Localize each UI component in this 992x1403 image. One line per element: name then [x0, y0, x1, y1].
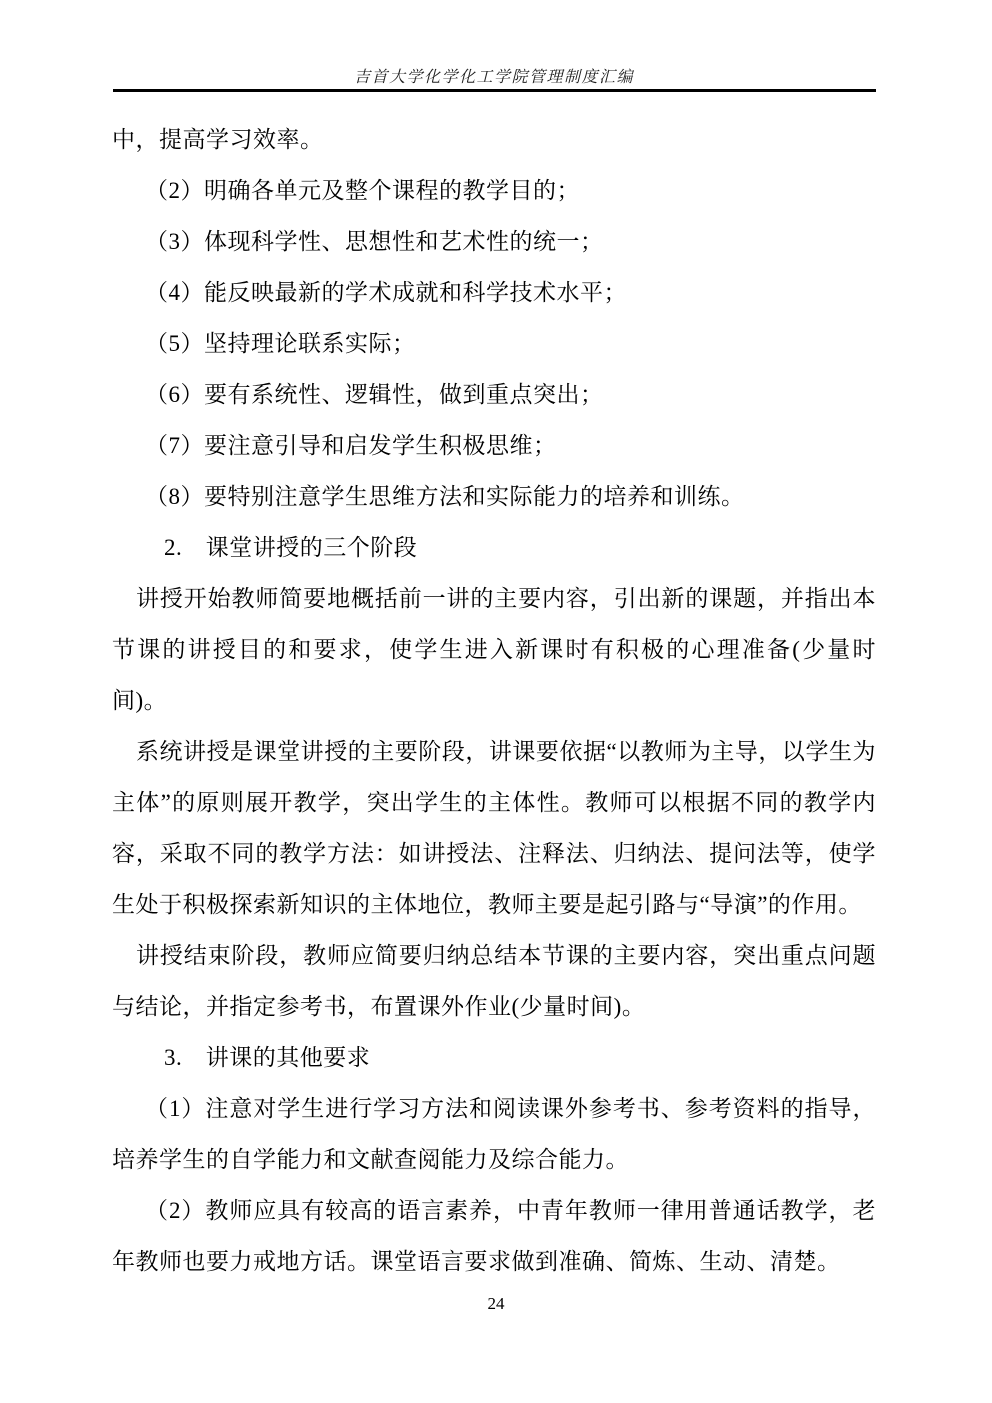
paragraph-continuation: 中，提高学习效率。 — [112, 127, 324, 152]
page-number: 24 — [487, 1294, 505, 1313]
document-body — [112, 114, 876, 1287]
paragraph-list-item: （5）坚持理论联系实际； — [145, 331, 416, 356]
page-header — [112, 64, 876, 87]
paragraph-list-item: （7）要注意引导和启发学生积极思维； — [145, 433, 557, 458]
paragraph-list-item: （4）能反映最新的学术成就和科学技术水平； — [145, 280, 627, 305]
paragraph-list-item: （3）体现科学性、思想性和艺术性的统一； — [145, 229, 604, 254]
paragraph-numbered-heading: 2. 课堂讲授的三个阶段 — [164, 535, 418, 560]
page-header-title: 吉首大学化学化工学院管理制度汇编 — [353, 69, 634, 86]
paragraph-list-item: （8）要特别注意学生思维方法和实际能力的培养和训练。 — [145, 484, 745, 509]
paragraph-list-item: （2）明确各单元及整个课程的教学目的； — [145, 178, 580, 203]
paragraph-numbered-heading: 3. 讲课的其他要求 — [164, 1045, 371, 1070]
page-footer — [0, 1294, 992, 1314]
paragraph-list-item: （1）注意对学生进行学习方法和阅读课外参考书、参考资料的指导，培养学生的自学能力和文献查阅能力及综合能力。 — [112, 1096, 876, 1172]
paragraph-list-item: （2）教师应具有较高的语言素养，中青年教师一律用普通话教学，老年教师也要力戒地方话。课堂语言要求做到准确、简炼、生动、清楚。 — [112, 1198, 876, 1274]
paragraph-body: 系统讲授是课堂讲授的主要阶段，讲课要依据“以教师为主导，以学生为主体”的原则展开教学，突出学生的主体性。教师可以根据不同的教学内容，采取不同的教学方法：如讲授法、注释法、归纳法、提问法等，使学生处于积极探索新知识的主体地位，教师主要是起引路与“导演”的作用。 — [112, 739, 876, 917]
paragraph-body: 讲授结束阶段，教师应简要归纳总结本节课的主要内容，突出重点问题与结论，并指定参考书，布置课外作业(少量时间)。 — [112, 943, 876, 1019]
paragraph-body: 讲授开始教师简要地概括前一讲的主要内容，引出新的课题，并指出本节课的讲授目的和要求，使学生进入新课时有积极的心理准备(少量时间)。 — [112, 586, 876, 713]
paragraph-list-item: （6）要有系统性、逻辑性，做到重点突出； — [145, 382, 604, 407]
header-rule — [113, 89, 876, 92]
